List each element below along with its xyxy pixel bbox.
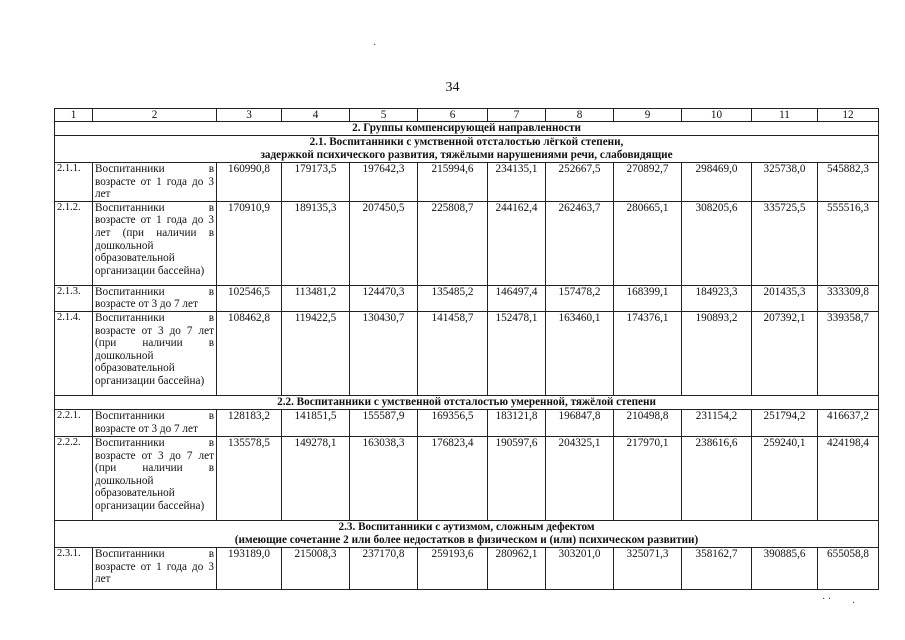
cell-value: 231154,2 (682, 409, 752, 436)
row-code: 2.1.3. (55, 285, 93, 311)
row-code: 2.2.1. (55, 409, 93, 436)
table-row (55, 547, 879, 589)
cell-value: 168399,1 (614, 285, 682, 311)
cell-value: 190893,2 (682, 311, 752, 395)
table-row (55, 436, 879, 520)
group-title-row (55, 395, 879, 409)
cell-value: 424198,4 (818, 436, 879, 520)
cell-value: 113481,2 (282, 285, 350, 311)
cell-value: 545882,3 (818, 163, 879, 202)
cell-value: 196847,8 (546, 409, 614, 436)
table-row (55, 409, 879, 436)
cell-value: 259240,1 (752, 436, 818, 520)
cell-value: 259193,6 (418, 547, 488, 589)
cell-value: 193189,0 (217, 547, 282, 589)
cell-value: 130430,7 (350, 311, 418, 395)
cell-value: 135485,2 (418, 285, 488, 311)
cell-value: 210498,8 (614, 409, 682, 436)
table-body (55, 109, 879, 590)
cell-value: 119422,5 (282, 311, 350, 395)
column-number: 10 (682, 109, 752, 122)
cell-value: 244162,4 (488, 201, 546, 285)
column-number: 6 (418, 109, 488, 122)
cell-value: 146497,4 (488, 285, 546, 311)
column-number: 2 (93, 109, 217, 122)
cell-value: 325738,0 (752, 163, 818, 202)
cell-value: 251794,2 (752, 409, 818, 436)
column-number: 3 (217, 109, 282, 122)
cell-value: 108462,8 (217, 311, 282, 395)
cell-value: 390885,6 (752, 547, 818, 589)
table-row (55, 311, 879, 395)
cell-value: 308205,6 (682, 201, 752, 285)
cell-value: 189135,3 (282, 201, 350, 285)
cell-value: 215008,3 (282, 547, 350, 589)
row-description: Воспитанники в возрасте от 3 до 7 лет (93, 409, 217, 436)
cell-value: 174376,1 (614, 311, 682, 395)
table-row (55, 163, 879, 202)
row-code: 2.1.1. (55, 163, 93, 202)
section-title: 2. Группы компенсирующей направленности (55, 122, 879, 136)
cell-value: 335725,5 (752, 201, 818, 285)
cell-value: 169356,5 (418, 409, 488, 436)
group-title (55, 520, 879, 547)
cell-value: 303201,0 (546, 547, 614, 589)
cell-value: 179173,5 (282, 163, 350, 202)
row-description: Воспитанники в возрасте от 3 до 7 лет (при наличии в дошкольной образовательной организации бассейна) (93, 436, 217, 520)
column-number: 4 (282, 109, 350, 122)
cell-value: 155587,9 (350, 409, 418, 436)
column-number-row (55, 109, 879, 122)
cell-value: 280962,1 (488, 547, 546, 589)
cell-value: 215994,6 (418, 163, 488, 202)
scan-speck: · · (822, 594, 832, 605)
group-title (55, 395, 879, 409)
row-code: 2.1.4. (55, 311, 93, 395)
cell-value: 190597,6 (488, 436, 546, 520)
group-title-line: 2.2. Воспитанники с умственной отсталостью умеренной, тяжёлой степени (277, 395, 656, 408)
cell-value: 325071,3 (614, 547, 682, 589)
row-description: Воспитанники в возрасте от 1 года до 3 лет (при наличии в дошкольной образовательной организации бассейна) (93, 201, 217, 285)
group-title (55, 136, 879, 163)
row-description: Воспитанники в возрасте от 3 до 7 лет (при наличии в дошкольной образовательной организации бассейна) (93, 311, 217, 395)
group-title-line: задержкой психического развития, тяжёлыми нарушениями речи, слабовидящие (260, 149, 673, 161)
cell-value: 102546,5 (217, 285, 282, 311)
cell-value: 270892,7 (614, 163, 682, 202)
table-row (55, 201, 879, 285)
cell-value: 298469,0 (682, 163, 752, 202)
cell-value: 149278,1 (282, 436, 350, 520)
cell-value: 655058,8 (818, 547, 879, 589)
group-title-row (55, 520, 879, 547)
cell-value: 339358,7 (818, 311, 879, 395)
row-code: 2.1.2. (55, 201, 93, 285)
column-number: 7 (488, 109, 546, 122)
cell-value: 163038,3 (350, 436, 418, 520)
scan-speck: · (373, 40, 377, 51)
row-code: 2.2.2. (55, 436, 93, 520)
cell-value: 204325,1 (546, 436, 614, 520)
row-description: Воспитанники в возрасте от 1 года до 3 лет (93, 163, 217, 202)
cell-value: 234135,1 (488, 163, 546, 202)
cell-value: 183121,8 (488, 409, 546, 436)
cell-value: 207450,5 (350, 201, 418, 285)
cell-value: 252667,5 (546, 163, 614, 202)
scan-speck: · (852, 598, 856, 609)
cell-value: 124470,3 (350, 285, 418, 311)
cell-value: 141851,5 (282, 409, 350, 436)
cell-value: 238616,6 (682, 436, 752, 520)
cell-value: 160990,8 (217, 163, 282, 202)
cell-value: 555516,3 (818, 201, 879, 285)
column-number: 12 (818, 109, 879, 122)
cell-value: 135578,5 (217, 436, 282, 520)
row-description: Воспитанники в возрасте от 1 года до 3 лет (93, 547, 217, 589)
cell-value: 358162,7 (682, 547, 752, 589)
table-row (55, 285, 879, 311)
cell-value: 262463,7 (546, 201, 614, 285)
cell-value: 163460,1 (546, 311, 614, 395)
column-number: 11 (752, 109, 818, 122)
group-title-row (55, 136, 879, 163)
cell-value: 152478,1 (488, 311, 546, 395)
cell-value: 225808,7 (418, 201, 488, 285)
cell-value: 157478,2 (546, 285, 614, 311)
column-number: 8 (546, 109, 614, 122)
cell-value: 197642,3 (350, 163, 418, 202)
group-title-line: 2.3. Воспитанники с аутизмом, сложным дефектом (338, 520, 595, 533)
cell-value: 170910,9 (217, 201, 282, 285)
cell-value: 128183,2 (217, 409, 282, 436)
tariff-table (54, 108, 879, 590)
cell-value: 201435,3 (752, 285, 818, 311)
cell-value: 280665,1 (614, 201, 682, 285)
cell-value: 416637,2 (818, 409, 879, 436)
cell-value: 184923,3 (682, 285, 752, 311)
cell-value: 237170,8 (350, 547, 418, 589)
row-code: 2.3.1. (55, 547, 93, 589)
cell-value: 217970,1 (614, 436, 682, 520)
group-title-line: (имеющие сочетание 2 или более недостатков в физическом и (или) психическом развитии) (234, 533, 699, 546)
column-number: 9 (614, 109, 682, 122)
column-number: 1 (55, 109, 93, 122)
section-title-row (55, 122, 879, 136)
page-number: 34 (445, 80, 460, 95)
cell-value: 207392,1 (752, 311, 818, 395)
cell-value: 176823,4 (418, 436, 488, 520)
cell-value: 141458,7 (418, 311, 488, 395)
row-description: Воспитанники в возрасте от 3 до 7 лет (93, 285, 217, 311)
cell-value: 333309,8 (818, 285, 879, 311)
column-number: 5 (350, 109, 418, 122)
group-title-line: 2.1. Воспитанники с умственной отсталостью лёгкой степени, (309, 136, 624, 148)
